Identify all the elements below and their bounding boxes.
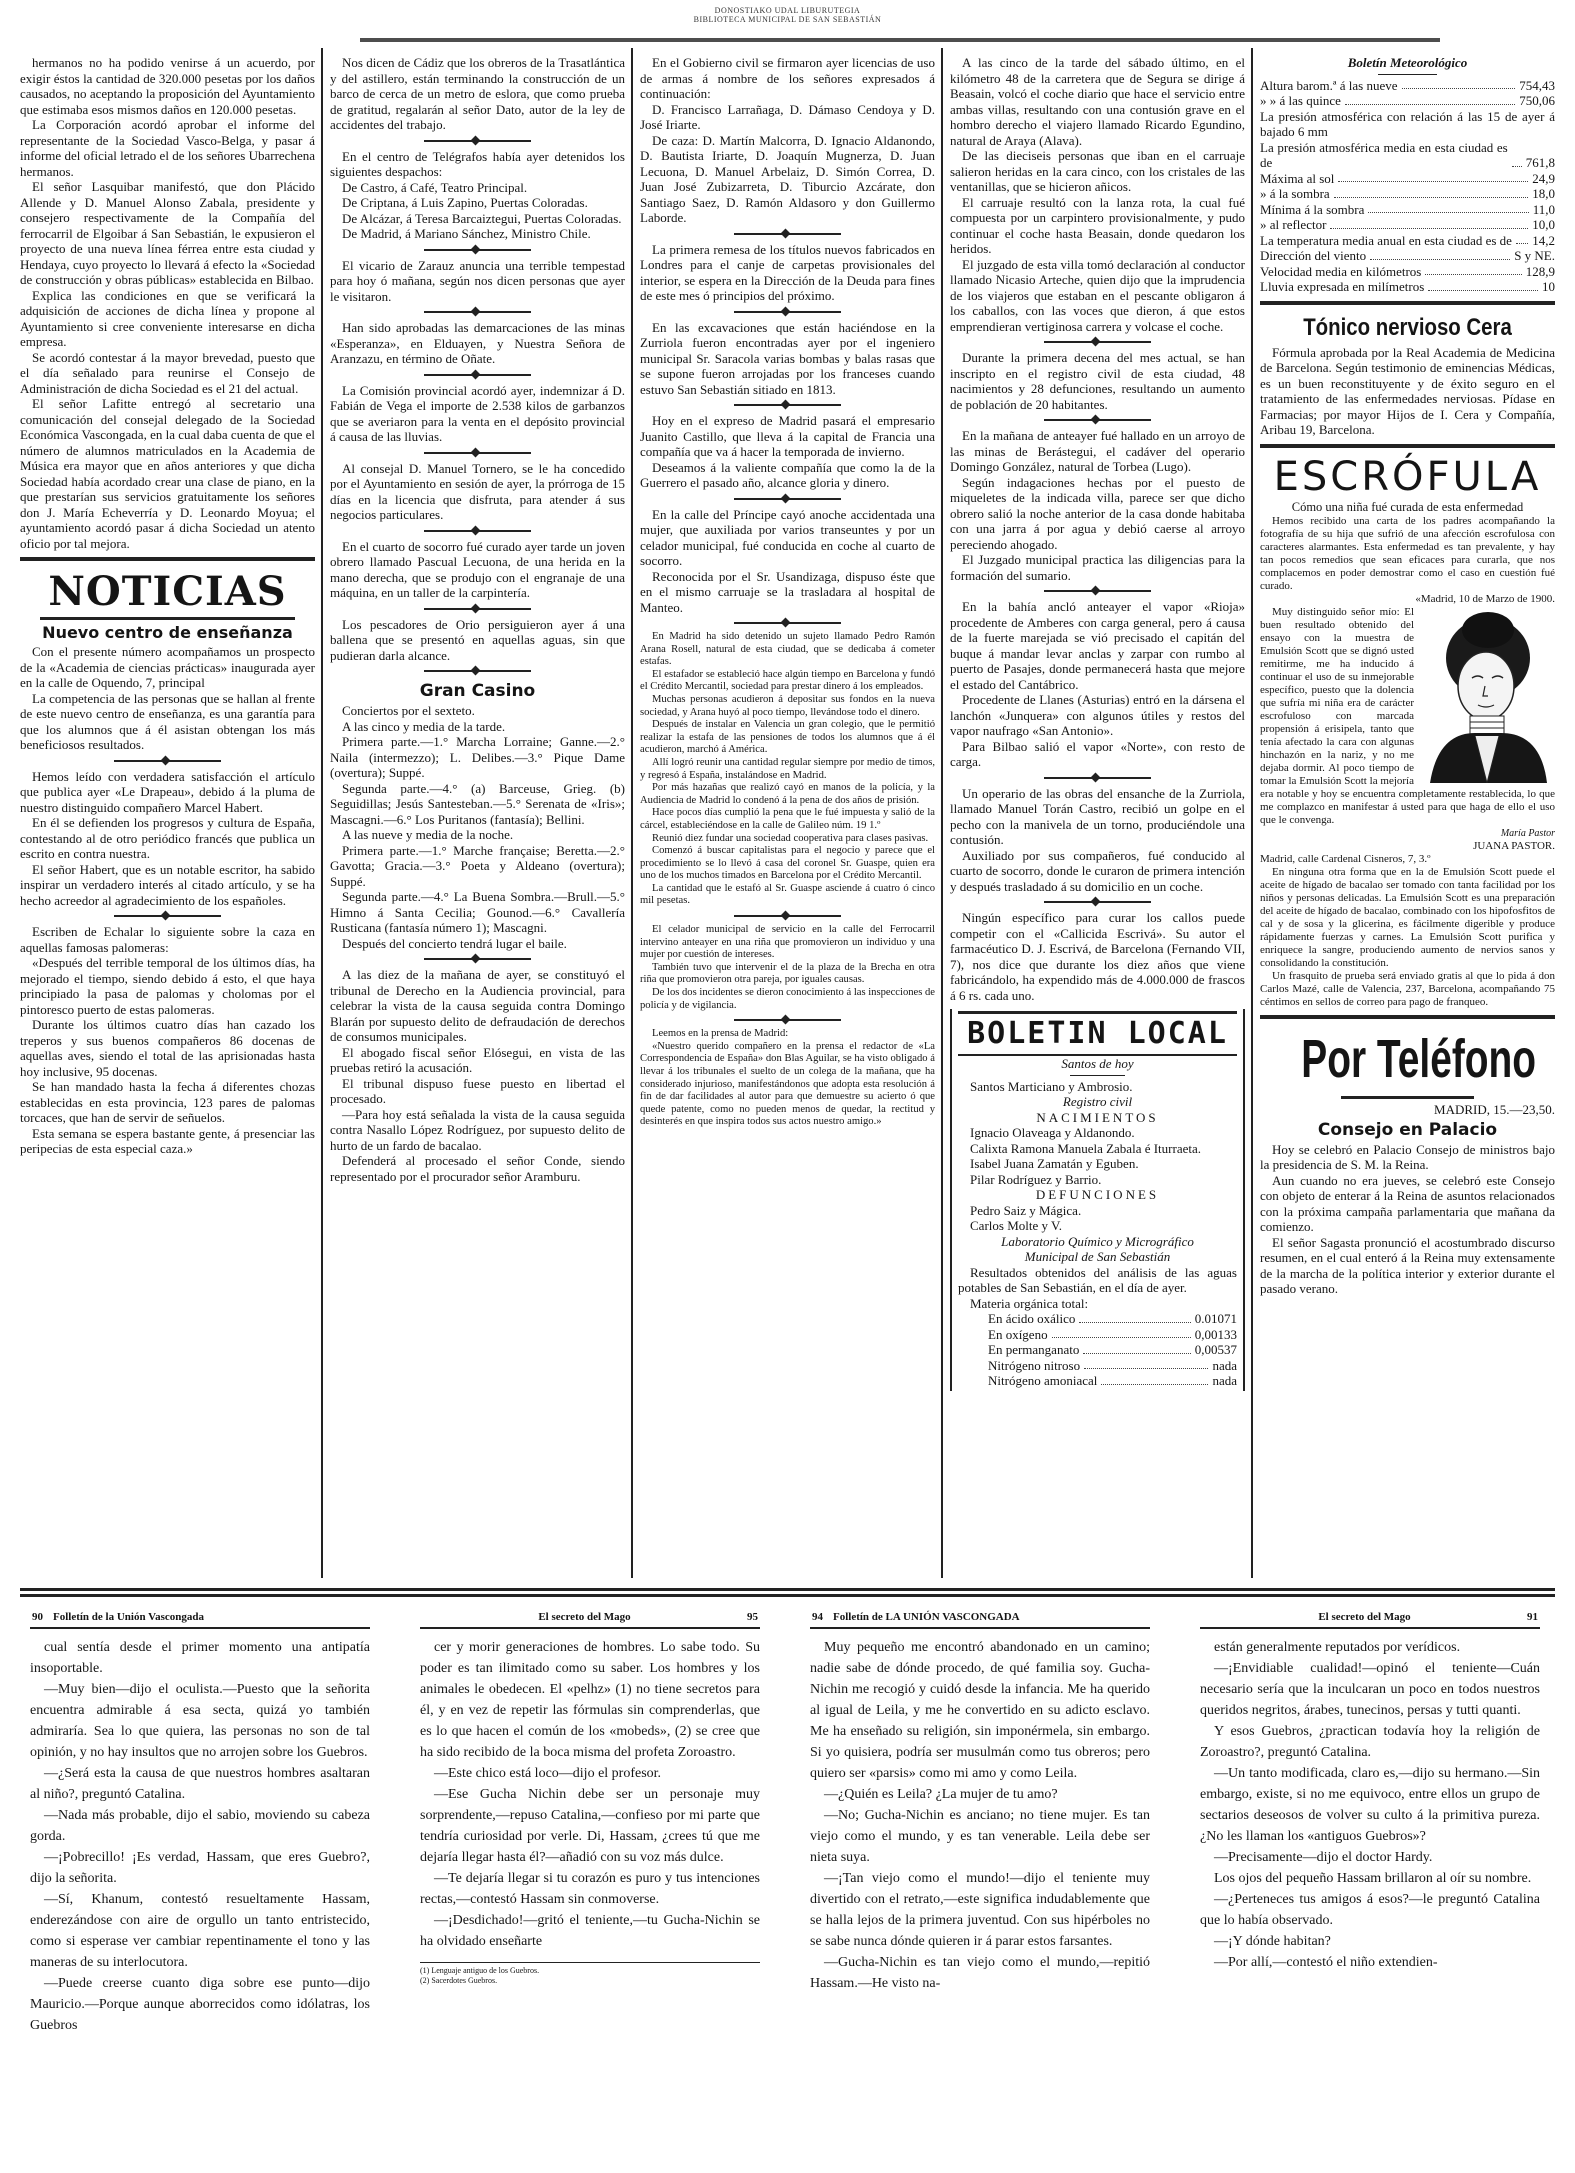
footnote: (2) Sacerdotes Guebros. [420, 1976, 498, 1985]
row-value: 0.01071 [1194, 1311, 1237, 1326]
article-paragraph: Aun cuando no era jueves, se celebró este Consejo con objeto de enterar á la Reina de asuntos relacionados con la próxima campaña parlamentaria que mañana da comienzo. [1260, 1172, 1555, 1234]
news-column-5 [1260, 55, 1555, 1297]
row-value: 10 [1542, 279, 1555, 294]
article-paragraph: En la bahía ancló anteayer el vapor «Rioja» procedente de Amberes con carga general, pero á causa de la fuerte marejada se vió precisado el capitán del buque á mandar levar anclas y zarpar con rumbo al puerto de Pasajes, donde permanecerá hasta que mejore el estado del Cantábrico. [950, 599, 1245, 692]
article-paragraph: De Criptana, á Luis Zapino, Puertas Coloradas. [342, 195, 588, 210]
novel-paragraph: Y esos Guebros, ¿practican todavía hoy la religión de Zoroastro?, preguntó Catalina. [1200, 1724, 1540, 1760]
article-paragraph: Después del concierto tendrá lugar el baile. [342, 935, 567, 951]
row-value: 18,0 [1532, 186, 1555, 201]
novel-paragraph: —Nada más probable, dijo el sabio, moviendo su cabeza gorda. [30, 1808, 370, 1844]
article-paragraph: Primera parte.—1.° Marche française; Beretta.—2.° Gavotta; Gracia.—3.° Poeta y Aldeano (overtura); Suppé. [330, 842, 625, 889]
folletin-page-94 [810, 1610, 1150, 1994]
article-paragraph: El señor Lafitte entregó al secretario una comunicación del consejal delegado de la Sociedad Económica Vascongada, en la cual daba cuenta de que el número de alumnos matriculados en la Academia de Música era mayor que en años anteriores y que dicha Sociedad había acordado crear una clase de piano, en la que prestarían sus servicios gratuitamente los señores don J. María Echeverría y D. Leonardo Moyua; el ayuntamiento acordó pasar á dicha Sociedad un atento oficio por tal mejora. [20, 396, 316, 551]
table-row [1260, 279, 1555, 295]
article-paragraph: Han sido aprobadas las demarcaciones de las minas «Esperanza», en Elduayen, y Nuestra Señora de Aranzazu, en término de Oñate. [330, 320, 625, 366]
section-rule [20, 557, 315, 561]
telefono-dateline: MADRID, 15.—23,50. [1434, 1102, 1555, 1117]
ornament-separator [950, 895, 1245, 909]
novel-paragraph: —Precisamente—dijo el doctor Hardy. [1214, 1850, 1433, 1865]
article-paragraph: A las nueve y media de la noche. [342, 827, 514, 842]
table-row [1260, 186, 1555, 202]
ornament-separator [640, 1013, 935, 1027]
article-paragraph-small: Hace pocos días cumplió la pena que le fué impuesta y salió de la cárcel, estableciéndose en la calle de Galileo núm. 19 1.º [640, 807, 935, 831]
column-rule [941, 48, 943, 1578]
ornament-separator [330, 602, 625, 616]
escrofula-body: En ninguna otra forma que en la de Emulsión Scott puede el aceite de hígado de bacalao ser tomado con tanta facilidad por los niños y personas delicadas. La Emulsión Scott es una preparación del aceite de hígado de bacalao, combinado con los hipofosfitos de cal y de sosa y la glicerina, es fácilmente digerible y produce rápidamente fuerzas y carnes. La Emulsión Scott purifica y enriquece la sangre, produciendo aumento de nervios sanos y consolidando la constitución. [1260, 866, 1555, 969]
article-paragraph: Auxiliado por sus compañeros, fué conducido al cuarto de socorro, donde le curaron de primera intención y después trasladado á su domicilio en un coche. [950, 847, 1245, 894]
table-row [1260, 140, 1555, 171]
novel-paragraph: Muy pequeño me encontró abandonado en un camino; nadie sabe de dónde procedo, de qué familia soy. Gucha-Nichin me recogió y cuidó desde la infancia. Me ha querido al igual de Leila, y me he convertido en su adicto esclavo. Me ha enseñado su religión, sin imponérmela, sin embargo. Si yo quisiera, podría ser musulmán como tus obreros; pero quiero ser «parsis» como mi amo y como Leila. [810, 1640, 1150, 1781]
table-row [1260, 202, 1555, 218]
page-number: 95 [747, 1611, 758, 1623]
birth-entry: Calixta Ramona Manuela Zabala é Iturraeta. [970, 1140, 1202, 1156]
article-paragraph: Ningún específico para curar los callos puede competir con el «Callicida Escrivá». Su autor el farmacéutico D. J. Escrivá, de Barcelona (Fernando VII, 7), nos dice que durante los diez años que viene fabricándolo, ha expendido más de 4.000.000 de frascos á 6 rs. cada uno. [950, 910, 1245, 1003]
article-paragraph: En el Gobierno civil se firmaron ayer licencias de uso de armas á nombre de los señores expresados á continuación: [640, 55, 935, 101]
death-entry: Pedro Saiz y Mágica. [970, 1202, 1082, 1218]
article-paragraph: Esta semana se espera bastante gente, á presenciar las peripecias de esta especial caza.» [20, 1125, 315, 1156]
table-row [988, 1342, 1237, 1358]
article-paragraph-small: «Nuestro querido compañero en la prensa el redactor de «La Correspondencia de España» don Blas Aguilar, se ha visto obligado á llevar á los tribunales el suelto de un colega de la mañana, que ha considerado injurioso, manifestándonos que adopta esta resolución á fin de dar facilidades al autor para que demuestre su acierto ó que quede patente, como no pueden menos de quedar, la rectitud y desinterés en que inspira todos sus actos nuestro amigo.» [640, 1040, 935, 1128]
article-paragraph: Los pescadores de Orio persiguieron ayer á una ballena que se presentó en aquellas aguas, sin que pudieran darla alcance. [330, 616, 625, 663]
row-label: » á la sombra [1260, 186, 1330, 201]
library-name-basque: DONOSTIAKO UDAL LIBURUTEGIA [714, 6, 861, 15]
article-paragraph: El señor Sagasta pronunció el acostumbrado discurso resumen, en el cual enteró á la Reina muy extensamente de la marcha de la política interior y exterior durante el pasado verano. [1260, 1234, 1555, 1296]
table-row [988, 1311, 1237, 1327]
lab-heading [958, 1234, 1237, 1265]
folletin-page-90 [30, 1610, 370, 2036]
novel-paragraph: —¡Envidiable cualidad!—opinó el teniente—Cuán necesario sería que la inculcaran un poco en todos nuestros queridos negritos, árabes, tunecinos, persas y tutti quanti. [1200, 1661, 1540, 1718]
novel-paragraph: —Gucha-Nichin es tan viejo como el mundo,—repitió Hassam.—He visto na- [810, 1955, 1150, 1991]
article-paragraph: «Después del terrible temporal de los últimos días, ha mejorado el tiempo, siendo debido á esto, el que haya principiado la pasa de palomas y cholomas por el pintoresco puerto de estas palomeras. [20, 955, 315, 1017]
novel-paragraph: —Por allí,—contestó el niño extendien- [1214, 1955, 1438, 1970]
birth-entry: Pilar Rodríguez y Barrio. [970, 1171, 1102, 1187]
article-paragraph-small: El celador municipal de servicio en la calle del Ferrocarril intervino anteayer en una riña que promovieron un individuo y una mujer por cuestión de intereses. [640, 924, 935, 961]
table-row [1260, 109, 1555, 140]
page-number: 91 [1527, 1611, 1538, 1623]
row-label: Mínima á la sombra [1260, 201, 1365, 217]
article-paragraph-small: El estafador se estableció hace algún tiempo en Barcelona y fundó el Crédito Mercantil, sociedad para prestar dinero á los empleados. [640, 668, 935, 693]
article-paragraph-small: Reunió diez fundar una sociedad cooperativa para clases pasivas. [652, 832, 929, 844]
ornament-separator [20, 754, 315, 768]
ornament-separator [20, 909, 315, 923]
article-paragraph: El señor Lasquibar manifestó, que don Plácido Allende y D. Manuel Alonso Zabala, presidente y consejero respectivamente de la Compañía del ferrocarril de Elgoibar á San Sebastián, le expusieron el proyecto de una nueva línea férrea entre esta ciudad y Hendaya, cuyo proyecto lo llevará á efecto la «Sociedad de construcción y obras públicas» establecida en Bilbao. [20, 179, 315, 287]
table-row [1260, 264, 1555, 280]
article-paragraph: Segunda parte.—4.° (a) Barceuse, Grieg. (b) Seguidillas; Jesús Santesteban.—5.° Serenata de «Iris»; Mascagni.—6.° Los Puritanos (fantasía); Bellini. [330, 780, 625, 827]
escrofula-address: Madrid, calle Cardenal Cisneros, 7, 3.º [1260, 853, 1431, 865]
tonico-ad-text: Fórmula aprobada por la Real Academia de Medicina de Barcelona. Según testimonio de eminencias Médicas, es un buen reconstituyente y de éxito seguro en el tratamiento de las enfermedades nerviosas. Pídase en Farmacias; por mayor Hijos de I. Cera y Compañía, Aribau 19, Barcelona. [1260, 344, 1555, 437]
registro-heading: Registro civil [1062, 1094, 1133, 1109]
table-row [1260, 217, 1555, 233]
row-value: S y NE. [1514, 248, 1555, 263]
tonico-ad-title: Tónico nervioso Cera [1303, 313, 1512, 341]
page-text [30, 1637, 370, 2036]
ornament-separator [950, 771, 1245, 785]
defunciones-heading: DEFUNCIONES [1035, 1187, 1160, 1202]
article-paragraph: En la calle del Príncipe cayó anoche accidentada una mujer, que auxiliada por varios transeuntes y por un celador municipal, fué conducida en coche al cuarto de socorro. [640, 506, 935, 568]
novel-paragraph: —¡Tan viejo como el mundo!—dijo el teniente muy divertido con el retrato,—este significa indudablemente que se halla lejos de la primera juventud. Con sus hipérboles no se sabe nunca dónde quieren ir á parar estos farsantes. [810, 1871, 1150, 1949]
nacimientos-list [958, 1125, 1237, 1187]
article-paragraph: De Madrid, á Mariano Sánchez, Ministro Chile. [342, 226, 591, 241]
santos-heading: Santos de hoy [1061, 1056, 1134, 1071]
row-value: 128,9 [1525, 263, 1555, 279]
dot-leader [1425, 274, 1521, 275]
article-paragraph-small: Muchas personas acudieron á depositar sus fondos en la nueva sociedad, y Arana huyó al poco tiempo, llevándose todo el dinero. [640, 693, 935, 718]
article-paragraph: A las diez de la mañana de ayer, se constituyó el tribunal de Derecho en la Audiencia provincial, para celebrar la vista de la causa seguida contra Domingo Blarán por supuesto delito de defraudación de derechos de consumos municipales. [330, 967, 625, 1044]
page-text [1200, 1637, 1540, 1973]
ornament-separator [640, 492, 935, 506]
meteo-table [1260, 78, 1555, 295]
article-paragraph-small: Comenzó á buscar capitalistas para el negocio y parece que el procedimiento se lo llevó á casa del coronel Sr. Guaspe, quien era uno de los muchos timados en Barcelona por el Crédito Mercantil. [640, 845, 935, 882]
dot-leader [1079, 1322, 1190, 1323]
column-rule [1251, 48, 1253, 1578]
article-heading: Gran Casino [419, 681, 536, 701]
news-column-1 [20, 55, 315, 1157]
row-value: nada [1212, 1373, 1237, 1388]
table-row [1260, 78, 1555, 94]
article-paragraph: hermanos no ha podido venirse á un acuerdo, por exigir éstos la cantidad de 320.000 pesetas por los daños causados, no aceptando la proposición del Ayuntamiento que estimaba esos mismos daños en 120.000 pesetas. [20, 55, 315, 117]
dot-leader [1345, 104, 1515, 105]
column-rule [321, 48, 323, 1578]
novel-paragraph: —¡Pobrecillo! ¡Es verdad, Hassam, que eres Guebro?, dijo la señorita. [30, 1850, 370, 1886]
dot-leader [1083, 1353, 1190, 1354]
article-paragraph: Reconocida por el Sr. Usandizaga, dispuso éste que en el mismo carruaje se la trasladara al hospital de Manteo. [640, 568, 935, 615]
ornament-separator [950, 584, 1245, 598]
article-paragraph: Al consejal D. Manuel Tornero, se le ha concedido por el Ayuntamiento en sesión de ayer, la prórroga de 15 días en la licencia que disfruta, para atender á sus negocios particulares. [330, 460, 625, 522]
dot-leader [1368, 212, 1528, 213]
article-paragraph-small: Por más hazañas que realizó cayó en manos de la policía, y la Audiencia de Madrid lo condenó á la pena de dos años de prisión. [640, 782, 935, 806]
por-telefono-title: Por Teléfono [1301, 1029, 1537, 1089]
article-paragraph: A las cinco y media de la tarde. [342, 718, 506, 734]
novel-paragraph: —¿Perteneces tus amigos á esos?—le preguntó Catalina que lo había observado. [1200, 1892, 1540, 1928]
row-label: La presión atmosférica media en esta ciudad es de [1260, 139, 1508, 170]
table-row [988, 1327, 1237, 1343]
folletin-page-91 [1200, 1610, 1540, 1973]
dot-leader [1370, 259, 1510, 260]
article-paragraph: Explica las condiciones en que se verificará la adquisición de acciones de dicha línea y propone al Ayuntamiento si cree conveniente interesarse en dicha empresa. [20, 287, 315, 349]
row-label: Nitrógeno nitroso [988, 1357, 1081, 1373]
consejo-heading: Consejo en Palacio [1317, 1119, 1498, 1140]
ornament-separator [330, 134, 625, 148]
row-value: 11,0 [1532, 201, 1555, 217]
row-label: Altura barom.ª á las nueve [1260, 77, 1398, 93]
page-text [810, 1637, 1150, 1994]
table-row [1260, 248, 1555, 264]
row-value: 0,00133 [1194, 1326, 1237, 1342]
row-value: 750,06 [1519, 93, 1555, 108]
death-entry: Carlos Molte y V. [970, 1218, 1062, 1233]
table-row [1260, 233, 1555, 249]
article-paragraph: El Juzgado municipal practica las diligencias para la formación del sumario. [950, 552, 1245, 583]
running-header: Folletín de la Unión Vascongada [53, 1611, 204, 1623]
article-paragraph-small: De los dos incidentes se dieron conocimiento á las inspecciones de policía y de vigilancia. [640, 987, 936, 1011]
ornament-separator [330, 524, 625, 538]
double-rule [1260, 1015, 1555, 1019]
ornament-separator [640, 909, 935, 923]
article-paragraph: Se han mandado hasta la fecha á diferentes chozas establecidas en esta provincia, 123 pares de palomas torcaces, que han de servir de señuelos. [20, 1079, 315, 1125]
article-paragraph: El juzgado de esta villa tomó declaración al conductor llamado Nicasio Arteche, quien dijo que la imprudencia de los viajeros que estaban en el pescante obligaron á los caballos, con las voces que dieron, á que estos emprendieran vertiginosa carrera y volcase el coche. [950, 256, 1245, 334]
article-paragraph: En la mañana de anteayer fué hallado en un arroyo de las minas de Berástegui, el cadáver del operario Domingo González, natural de Torbea (Lugo). [950, 428, 1245, 474]
escrofula-ad-title: ESCRÓFULA [1273, 453, 1542, 500]
novel-paragraph: —Ese Gucha Nichin debe ser un personaje muy sorprendente,—repuso Catalina,—confieso por mi parte que tendría curiosidad por verle. Di, Hassam, ¿crees tú que me dejaría llegar hasta él?—añadió con su voz más dulce. [420, 1787, 760, 1865]
article-paragraph: En las excavaciones que están haciéndose en la Zurriola fueron encontradas ayer por el ingeniero municipal Sr. Saracola varias bombas y balas rasas que se supone fueron arrojadas por los franceses cuando estuvo San Sebastián sitiado en 1813. [640, 319, 935, 397]
ornament-separator [640, 227, 935, 241]
column-rule [631, 48, 633, 1578]
running-header: El secreto del Mago [538, 1611, 631, 1623]
news-column-3 [640, 55, 935, 1129]
table-row [988, 1358, 1237, 1374]
article-paragraph: Se acordó contestar á la mayor brevedad, puesto que el día señalado para reunirse el Consejo de Administración de dicha Sociedad es el 21 del actual. [20, 349, 315, 396]
dot-leader [1428, 290, 1538, 291]
article-paragraph: El abogado fiscal señor Elósegui, en vista de las pruebas retiró la acusación. [330, 1044, 625, 1075]
article-paragraph: —Para hoy está señalada la vista de la causa seguida contra Nasallo López Rodríguez, por supuesto delito de hurto de un fardo de bacalao. [330, 1106, 625, 1153]
portrait-caption: María Pastor [1500, 828, 1555, 839]
novel-paragraph: —Muy bien—dijo el oculista.—Puesto que la señorita encuentra admirable á esa secta, quizá yo también admiraría. Sea lo que quiera, las personas no son de tal opinión, y no hay insultos que no arrojen sobre los Guebros. [30, 1682, 370, 1760]
running-header: El secreto del Mago [1318, 1611, 1411, 1623]
article-paragraph: D. Francisco Larrañaga, D. Dámaso Cendoya y D. José Iriarte. [640, 101, 935, 132]
escrofula-subtitle: Cómo una niña fué curada de esta enfermedad [1291, 499, 1524, 514]
materia-label: Materia orgánica total: [970, 1295, 1089, 1311]
dot-leader [1512, 166, 1522, 167]
dot-leader [1338, 181, 1528, 182]
novel-paragraph: —Puede creerse cuanto diga sobre ese punto—dijo Mauricio.—Porque aunque aborrecidos como idólatras, los Guebros [30, 1976, 370, 2033]
library-stamp [0, 6, 1575, 24]
divider [1341, 1096, 1474, 1099]
ornament-separator [330, 952, 625, 966]
footnote: (1) Lenguaje antiguo de los Guebros. [420, 1966, 540, 1975]
divider [1070, 1075, 1126, 1076]
lab-results-table [958, 1311, 1237, 1389]
row-value: nada [1212, 1357, 1237, 1373]
article-paragraph: Con el presente número acompañamos un prospecto de la «Academia de ciencias prácticas» inaugurada ayer en la calle de Oquendo, 7, principal [20, 644, 315, 690]
folletin-page-95 [420, 1610, 760, 1986]
column-4-articles [950, 55, 1245, 1003]
scan-artifact-line [360, 38, 1440, 42]
news-column-2 [330, 55, 625, 1184]
article-paragraph: Primera parte.—1.° Marcha Lorraine; Ganne.—2.° Naila (intermezzo); L. Delibes.—3.° Pique Dame (overtura); Suppé. [330, 734, 625, 780]
row-label: » » á las quince [1260, 93, 1341, 108]
ornament-separator [640, 616, 935, 630]
ornament-separator [330, 664, 625, 678]
novel-paragraph: —Te dejaría llegar si tu corazón es puro y tus intenciones rectas,—contestó Hassam sin conmoverse. [420, 1871, 760, 1907]
article-paragraph: Hoy en el expreso de Madrid pasará el empresario Juanito Castillo, que lleva á la capital de Francia una compañía que va á hacer la temporada de invierno. [640, 413, 935, 459]
row-value: 0,00537 [1194, 1342, 1237, 1357]
library-name-spanish: BIBLIOTECA MUNICIPAL DE SAN SEBASTIÁN [693, 15, 882, 24]
table-row [1260, 171, 1555, 187]
escrofula-intro: Hemos recibido una carta de los padres acompañando la fotografía de su hija que sufrió de una afección escrofulosa con caracteres alarmantes. Esta enfermedad es tan prevalente, y hay tan pocos remedios que sean eficaces para curarla, que nos complacemos en poder demostrar como el caso en cuestión fué curado. [1260, 515, 1555, 592]
article-paragraph: Segunda parte.—4.° La Buena Sombra.—Brull.—5.° Himno á Santa Cecilia; Gounod.—6.° Cavallería Rusticana (fantasía número 1); Mascagni. [330, 889, 625, 935]
telefono-articles [1260, 1142, 1555, 1297]
article-paragraph-small: Leemos en la prensa de Madrid: [652, 1028, 789, 1040]
birth-entry: Ignacio Olaveaga y Aldanondo. [970, 1125, 1135, 1140]
novel-paragraph: —Este chico está loco—dijo el profesor. [434, 1766, 662, 1781]
article-paragraph: El tribunal dispuso fuese puesto en libertad el procesado. [330, 1075, 625, 1106]
birth-entry: Isabel Juana Zamatán y Eguben. [970, 1156, 1139, 1171]
row-label: En permanganato [988, 1342, 1080, 1357]
article-paragraph: De caza: D. Martín Malcorra, D. Ignacio Aldanondo, D. Bautista Iriarte, D. Joaquín Mugnerza, D. Juan Lecuona, D. Manuel Arbelaiz, D. Simón Correa, D. Juan José Zubizarreta, D. Tiburcio Azcárate, don Santiago Saez, D. Ramón Aldasoro y don Guillermo Laborde. [640, 132, 935, 225]
ornament-separator [640, 305, 935, 319]
escrofula-letter: Muy distinguido señor mío: El buen resultado obtenido del ensayo con la muestra de Emulsión Scott que se dignó usted remitirme, me ha inducido á continuar el uso de su inmejorable específico, puesto que la dolencia que sufría mi niña era de carácter escrofuloso con marcada propensión á erisipela, tanto que tenía afectado la cara con algunas hinchazón en la nariz, y no me dejaba dormir. Al poco tiempo de tomar la Emulsión Scott la mejoría era notable y hoy se encuentra completamente restablecida, lo que me complazco en manifestar á usted para que haga de ello el uso que le convenga. [1260, 606, 1555, 826]
ornament-separator [950, 335, 1245, 349]
noticias-heading: NOTICIAS [48, 568, 287, 615]
article-paragraph: Escriben de Echalar lo siguiente sobre la caza en aquellas famosas palomeras: [20, 924, 315, 955]
article-paragraph: Procedente de Llanes (Asturias) entró en la dársena el lanchón «Junquera» con algunos útiles y restos del vapor naufrago «San Antonio». [950, 692, 1245, 738]
row-label: En ácido oxálico [988, 1311, 1076, 1326]
ornament-separator [640, 398, 935, 412]
dot-leader [1516, 243, 1528, 244]
page-text [420, 1637, 760, 1952]
row-label: La presión atmosférica con relación á las 15 de ayer á bajado 6 mm [1260, 108, 1555, 139]
novel-paragraph: están generalmente reputados por verídicos. [1214, 1640, 1461, 1655]
article-paragraph: La Comisión provincial acordó ayer, indemnizar á D. Fabián de Vega el importe de 2.538 kilos de garbanzos que se averiaron para la venta en el depósito provincial á causa de las lluvias. [330, 382, 625, 444]
row-label: En oxígeno [988, 1326, 1048, 1342]
dot-leader [1052, 1337, 1191, 1338]
ornament-separator [330, 446, 625, 460]
row-value: 24,9 [1532, 170, 1555, 186]
ornament-separator [330, 368, 625, 382]
nacimientos-heading: NACIMIENTOS [1036, 1109, 1159, 1125]
running-header: Folletín de LA UNIÓN VASCONGADA [833, 1611, 1020, 1623]
article-paragraph: El vicario de Zarauz anuncia una terrible tempestad para hoy ó mañana, según nos dicen personas que ayer le visitaron. [330, 257, 625, 304]
article-paragraph-small: También tuvo que intervenir el de la plaza de la Brecha en otra riña que promovieron otra pareja, por iguales causas. [640, 961, 935, 986]
article-heading: Nuevo centro de enseñanza [40, 617, 295, 644]
rule [1260, 444, 1555, 448]
row-value: 10,0 [1532, 217, 1555, 232]
novel-paragraph: —¡Desdichado!—gritó el teniente,—tu Gucha-Nichin se ha olvidado enseñarte [420, 1913, 760, 1949]
article-paragraph: En el cuarto de socorro fué curado ayer tarde un joven obrero llamado Pascual Lecuona, de una herida en la mano derecha, que se produjo con el engranaje de una máquina, en un taller de la carpintería. [330, 538, 625, 600]
escrofula-trial-offer: Un frasquito de prueba será enviado gratis al que lo pida á don Carlos Mazé, calle de Valencia, 237, Barcelona, acompañando 75 céntimos en sellos de correo para pago de franqueo. [1260, 970, 1555, 1008]
row-label: Lluvia expresada en milímetros [1260, 279, 1425, 294]
article-paragraph: De Castro, á Café, Teatro Principal. [342, 179, 528, 195]
portrait-illustration [1420, 608, 1555, 783]
article-paragraph: En el centro de Telégrafos había ayer detenidos los siguientes despachos: [330, 148, 625, 179]
row-value: 754,43 [1519, 77, 1555, 93]
article-paragraph: El carruaje resultó con la lanza rota, la cual fué compuesta por un carpintero provisionalmente, y pudo continuar el coche hasta Beasain, donde quedaron los heridos. [950, 194, 1245, 256]
escrofula-dateline: «Madrid, 10 de Marzo de 1900. [1415, 593, 1555, 605]
ornament-separator [330, 243, 625, 257]
news-column-4 [950, 55, 1245, 1391]
lab-heading-line2: Municipal de San Sebastián [1024, 1249, 1171, 1264]
row-value: 14,2 [1532, 232, 1555, 248]
article-paragraph-small: Allí logró reunir una cantidad regular siempre por medio de timos, y regresó á España, instalándose en Madrid. [640, 756, 935, 781]
row-label: Máxima al sol [1260, 170, 1335, 186]
row-label: » al reflector [1260, 217, 1327, 232]
novel-paragraph: —¿Quién es Leila? ¿La mujer de tu amo? [824, 1787, 1058, 1802]
article-paragraph: Para Bilbao salió el vapor «Norte», con resto de carga. [950, 738, 1245, 769]
article-paragraph: A las cinco de la tarde del sábado último, en el kilómetro 48 de la carretera que de Segura se dirige á Beasain, volcó el coche diario que hace el servicio entre ambas villas, resultando con una contusión grave en el hombro derecho el viajero llamado Ricardo Egundino, natural de Araya (Alava). [950, 55, 1245, 148]
rule [1260, 301, 1555, 305]
novel-paragraph: —No; Gucha-Nichin es anciano; no tiene mujer. Es tan viejo como el mundo, y es tan venerable. Leila debe ser nieta suya. [810, 1808, 1150, 1865]
article-paragraph: De Alcázar, á Teresa Barcaiztegui, Puertas Coloradas. [342, 210, 622, 226]
novel-paragraph: —¡Y dónde habitan? [1214, 1934, 1331, 1949]
novel-paragraph: cer y morir generaciones de hombres. Lo sabe todo. Su poder es tan ilimitado como su saber. Los hombres y los animales le obedecen. El «pelhz» (1) no tiene secretos para él, y en vez de repetir las fórmulas sin comprenderlas, que es lo que hacen el común de los «mobeds», (2) se cree que ha sido recibido de la boca misma del profeta Zoroastro. [420, 1640, 760, 1760]
article-paragraph: La primera remesa de los títulos nuevos fabricados en Londres para el canje de carpetas provisionales del interior, se espera en la Dirección de la Deuda para fines de este mes ó principios del próximo. [640, 241, 935, 303]
article-paragraph: Durante la primera decena del mes actual, se han inscripto en el registro civil de esta ciudad, 48 nacimientos y 28 defunciones, resultando un aumento de población de 20 habitantes. [950, 350, 1245, 412]
novel-paragraph: —Un tanto modificada, claro es,—dijo su hermano.—Sin embargo, existe, si no me equivoco, entre ellos un grupo de sectarios deseosos de volver su culto á la primitiva pureza. ¿No les llaman los «antiguos Guebros»? [1200, 1766, 1540, 1844]
article-paragraph: Hoy se celebró en Palacio Consejo de ministros bajo la presidencia de S. M. la Reina. [1260, 1141, 1555, 1172]
article-paragraph: De las dieciseis personas que iban en el carruaje salieron heridas en la cara cinco, con los cristales de las ventanillas, que se hicieron añicos. [950, 148, 1245, 194]
page-bottom-double-rule [20, 1588, 1555, 1597]
novel-paragraph: cual sentía desde el primer momento una antipatía insoportable. [30, 1640, 370, 1676]
article-paragraph: Durante los últimos cuatro días han cazado los treperos y sus buenos compañeros 86 docenas de aquellas aves, siendo el total de las aprisionadas hasta hoy inclusive, 95 docenas. [20, 1017, 315, 1079]
article-paragraph: Conciertos por el sexteto. [342, 703, 475, 718]
dot-leader [1330, 228, 1528, 229]
novel-paragraph: —¿Será esta la causa de que nuestros hombres asaltaran al niño?, preguntó Catalina. [30, 1766, 370, 1802]
dot-leader [1334, 197, 1529, 198]
meteo-title: Boletín Meteorológico [1347, 55, 1468, 70]
lab-heading-line1: Laboratorio Químico y Micrográfico [1001, 1233, 1194, 1249]
boletin-local-section [950, 1009, 1245, 1391]
article-paragraph-small: La cantidad que le estafó al Sr. Guaspe asciende á cuatro ó cinco mil pesetas. [640, 882, 935, 907]
dot-leader [1084, 1368, 1208, 1369]
article-paragraph: Deseamos á la valiente compañía que como la de la Guerrero el pasado año, alcance gloria y dinero. [640, 459, 935, 490]
footnotes [420, 1962, 760, 1986]
novel-paragraph: —Sí, Khanum, contestó resueltamente Hassam, enderezándose con aire de orgullo un tanto entristecido, como si esperase ver cambiar repentinamente el tono y las maneras de su interlocutora. [30, 1892, 370, 1970]
row-label: Nitrógeno amoniacal [988, 1373, 1098, 1388]
divider [1378, 74, 1437, 75]
article-paragraph: La Corporación acordó aprobar el informe del representante de la Sociedad Vasco-Belga, y pasar á informe del oficial letrado el de los señores Ubarrechena hermanos. [20, 117, 315, 179]
boletin-local-title: BOLETIN LOCAL [958, 1011, 1237, 1056]
article-paragraph: Nos dicen de Cádiz que los obreros de la Trasatlántica y del astillero, están terminando la construcción de un barco de cerca de un metro de eslora, que como prueba de gratitud, regalarán al señor Dato, autor de la ley de accidentes del trabajo. [330, 55, 625, 132]
santos-text: Santos Marticiano y Ambrosio. [970, 1078, 1133, 1094]
article-paragraph: Defenderá al procesado el señor Conde, siendo representado por el procurador señor Aramburu. [330, 1153, 625, 1184]
table-row [1260, 93, 1555, 109]
row-label: Velocidad media en kilómetros [1260, 263, 1422, 279]
page-number: 90 [32, 1611, 43, 1623]
article-paragraph: La competencia de las personas que se hallan al frente de este nuevo centro de enseñanza, es una garantía para que los alumnos que á él asistan obtengan los más beneficiosos resultados. [20, 690, 315, 752]
row-label: La temperatura media anual en esta ciudad es de [1260, 232, 1512, 248]
defunciones-list [958, 1203, 1237, 1234]
page-number: 94 [812, 1611, 823, 1623]
article-paragraph: El señor Habert, que es un notable escritor, ha sabido inspirar un verdadero interés al citado artículo, y se ha hecho acreedor al agradecimiento de los españoles. [20, 861, 315, 908]
escrofula-signature: JUANA PASTOR. [1473, 840, 1555, 852]
lab-intro: Resultados obtenidos del análisis de las aguas potables de San Sebastián, en el día de ayer. [958, 1264, 1237, 1295]
novel-paragraph: Los ojos del pequeño Hassam brillaron al oír su nombre. [1214, 1871, 1532, 1886]
ornament-separator [950, 413, 1245, 427]
article-paragraph: En él se defienden los progresos y cultura de España, contestando al de otro periódico francés que publica un escrito en contra nuestra. [20, 815, 315, 861]
article-paragraph: Hemos leído con verdadera satisfacción el artículo que publica ayer «Le Drapeau», debido á la pluma de nuestro distinguido compañero Marcel Habert. [20, 768, 315, 815]
row-label: Dirección del viento [1260, 248, 1367, 263]
dot-leader [1402, 88, 1516, 89]
table-row [988, 1373, 1237, 1389]
article-paragraph-small: Después de instalar en Valencia un gran colegio, que le permitió realizar la estafa de las pensiones de todos los alumnos que á él acudieron, marchó á América. [640, 719, 935, 756]
row-value: 761,8 [1525, 155, 1555, 170]
article-paragraph-small: En Madrid ha sido detenido un sujeto llamado Pedro Ramón Arana Rosell, natural de esta ciudad, que se dedicaba á cometer estafas. [640, 631, 935, 668]
article-paragraph: Según indagaciones hechas por el puesto de miqueletes de la indicada villa, parece ser que dicho obrero salió la noche anterior de la casa donde habitaba con una jarra á por agua y debió caerse al arroyo pereciendo ahogado. [950, 474, 1245, 552]
article-paragraph: Un operario de las obras del ensanche de la Zurriola, llamado Manuel Torán Castro, recibió un golpe en el pecho con la manivela de un torno, produciéndole una contusión. [950, 785, 1245, 847]
dot-leader [1101, 1384, 1208, 1385]
ornament-separator [330, 305, 625, 319]
